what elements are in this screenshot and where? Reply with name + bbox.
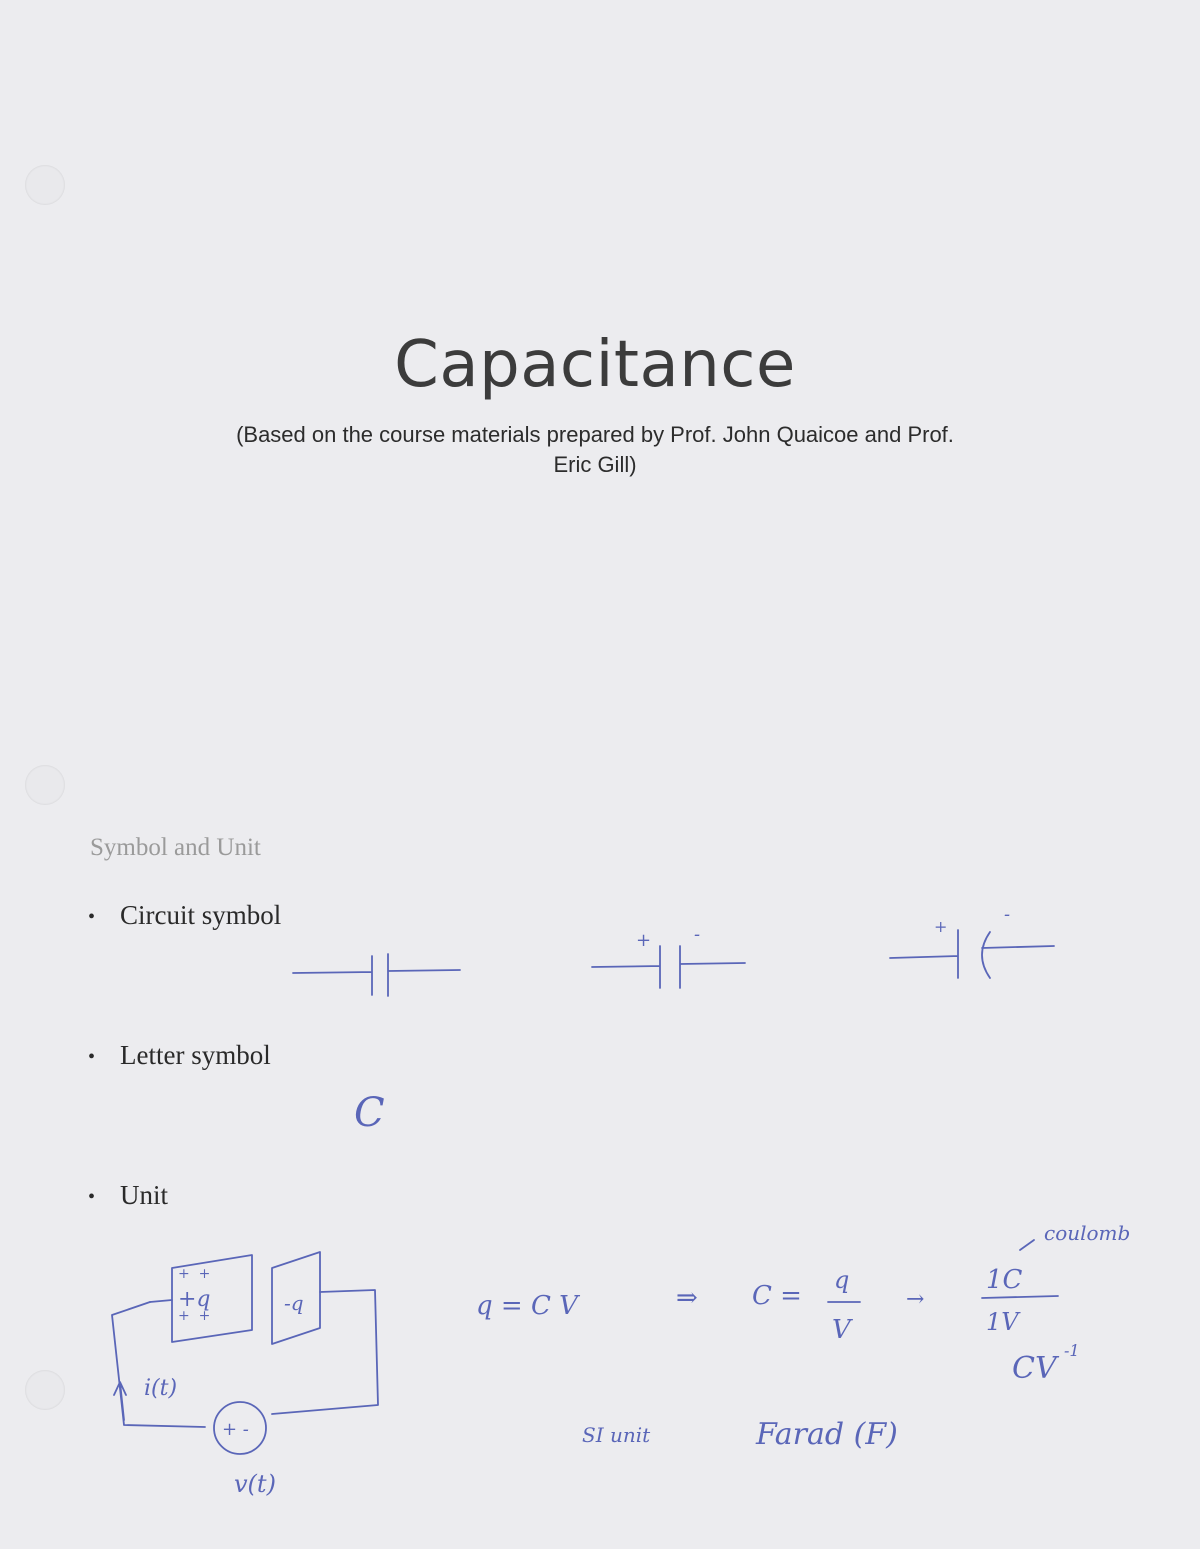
coulomb-note: coulomb (1044, 1221, 1131, 1245)
capacitor-symbol-polarized (592, 924, 745, 988)
plus-signs: + + (178, 1308, 211, 1324)
maps-to-arrow: → (906, 1287, 925, 1312)
unit-cv: CV (1012, 1351, 1057, 1386)
plus-sign: + (934, 917, 948, 936)
unit-denominator: 1V (986, 1308, 1019, 1336)
minus-sign: - (694, 924, 701, 945)
capacitor-symbol-plain (293, 954, 460, 996)
plus-signs: + + (178, 1266, 211, 1282)
source-polarity: + - (222, 1419, 249, 1440)
minus-sign: - (1004, 904, 1011, 925)
farad-label: Farad (F) (756, 1417, 898, 1452)
unit-exponent: -1 (1064, 1341, 1080, 1360)
equation-q-cv: q = C V (476, 1291, 578, 1321)
page-title: Capacitance (394, 328, 796, 402)
charge-positive: +q (178, 1287, 211, 1312)
unit-numerator: 1C (986, 1265, 1023, 1295)
subtitle-line-2: Eric Gill) (553, 452, 637, 477)
current-label: i(t) (144, 1376, 178, 1401)
bullet-dot: • (88, 1186, 96, 1209)
bullet-label: Letter symbol (120, 1040, 271, 1070)
plus-sign: + (636, 930, 652, 951)
bullet-dot: • (88, 1046, 96, 1069)
fraction-numerator: q (834, 1266, 850, 1294)
voltage-label: v(t) (234, 1470, 276, 1498)
unit-derivation (476, 1221, 1130, 1452)
charge-negative: -q (284, 1291, 304, 1315)
section-heading: Symbol and Unit (90, 834, 261, 861)
implies-arrow: ⇒ (676, 1283, 698, 1313)
capacitor-symbol-electrolytic (890, 904, 1054, 978)
bullet-dot: • (88, 906, 96, 929)
c-equals: C = (752, 1281, 802, 1311)
si-unit-label: SI unit (582, 1423, 651, 1447)
letter-symbol-c: C (354, 1090, 385, 1136)
fraction-denominator: V (832, 1315, 851, 1345)
bullet-label: Circuit symbol (120, 900, 282, 930)
capacitor-circuit-drawing (112, 1252, 378, 1498)
subtitle-line-1: (Based on the course materials prepared by Prof. John Quaicoe and Prof. (236, 422, 954, 447)
bullet-label: Unit (120, 1180, 169, 1210)
